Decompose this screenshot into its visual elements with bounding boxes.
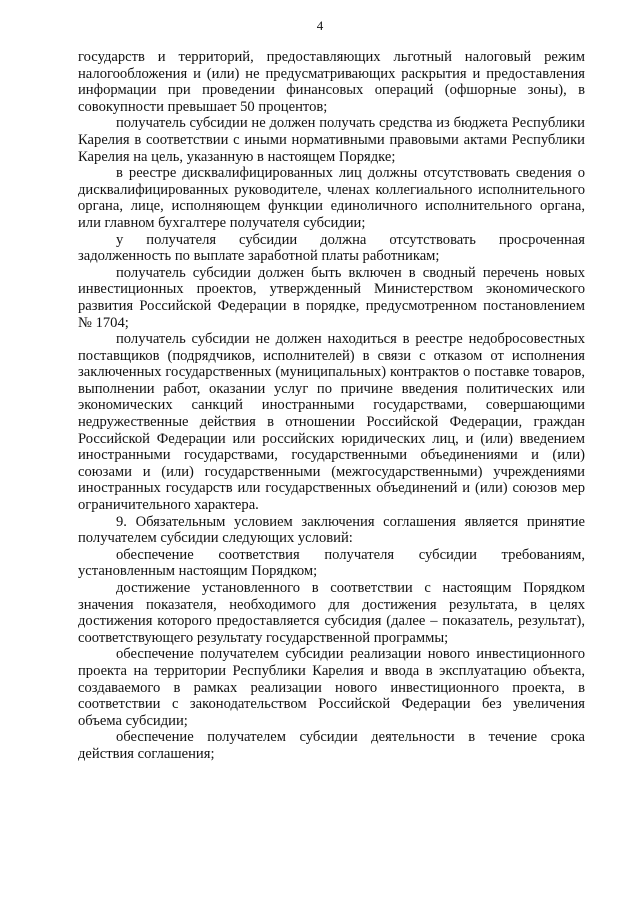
paragraph-requirements-compliance: обеспечение соответствия получателя субсидии требованиям, установленным настоящим Порядком; — [78, 546, 585, 580]
paragraph-no-other-budget-funds: получатель субсидии не должен получать средства из бюджета Республики Карелия в соответствии с иными нормативными правовыми актами Республики Карелия на цель, указанную в настоящем Порядке; — [78, 115, 585, 165]
paragraph-investment-projects-list: получатель субсидии должен быть включен в сводный перечень новых инвестиционных проектов, утвержденный Министерством экономического развития Российской Федерации в порядке, предусмотренном постановлением № 1704; — [78, 264, 585, 331]
paragraph-unfair-suppliers-registry: получатель субсидии не должен находиться в реестре недобросовестных поставщиков (подрядчиков, исполнителей) в связи с отказом от исполнения заключенных государственных (муниципальных) контрактов о поставке товаров, выполнении работ, оказании услуг по причине введения политических или экономических санкций иностранными государствами, совершающими недружественные действия в отношении Российской Федерации, граждан Российской Федерации или российских юридических лиц, и (или) введением иностранными государствами, государственными объединениями и (или) союзами и (или) государственными (межгосударственными) учреждениями иностранных государств или государственных объединений и (или) союзов мер ограничительного характера. — [78, 331, 585, 514]
paragraph-offshore-share: государств и территорий, предоставляющих льготный налоговый режим налогообложения и (или) не предусматривающих раскрытия и предоставления информации при проведении финансовых операций (офшорные зоны), в совокупности превышает 50 процентов; — [78, 49, 585, 115]
paragraph-project-implementation: обеспечение получателем субсидии реализации нового инвестиционного проекта на территории Республики Карелия и ввода в эксплуатацию объекта, создаваемого в рамках реализации нового инвестиционного проекта, в соответствии с законодательством Российской Федерации без увеличения объема субсидии; — [78, 646, 585, 729]
document-body — [78, 49, 585, 763]
paragraph-wage-arrears: у получателя субсидии должна отсутствовать просроченная задолженность по выплате заработной платы работникам; — [78, 231, 585, 265]
paragraph-indicator-achievement: достижение установленного в соответствии с настоящим Порядком значения показателя, необходимого для достижения результата, в целях достижения которого предоставляется субсидия (далее – показатель, результат), соответствующего результату государственной программы; — [78, 580, 585, 646]
paragraph-section-9-heading: 9. Обязательным условием заключения соглашения является принятие получателем субсидии следующих условий: — [78, 513, 585, 547]
paragraph-disqualified-persons: в реестре дисквалифицированных лиц должны отсутствовать сведения о дисквалифицированных руководителе, членах коллегиального исполнительного органа, лице, исполняющем функции единоличного исполнительного органа, или главном бухгалтере получателя субсидии; — [78, 165, 585, 231]
page-number: 4 — [316, 18, 324, 33]
paragraph-activity-during-agreement: обеспечение получателем субсидии деятельности в течение срока действия соглашения; — [78, 729, 585, 762]
